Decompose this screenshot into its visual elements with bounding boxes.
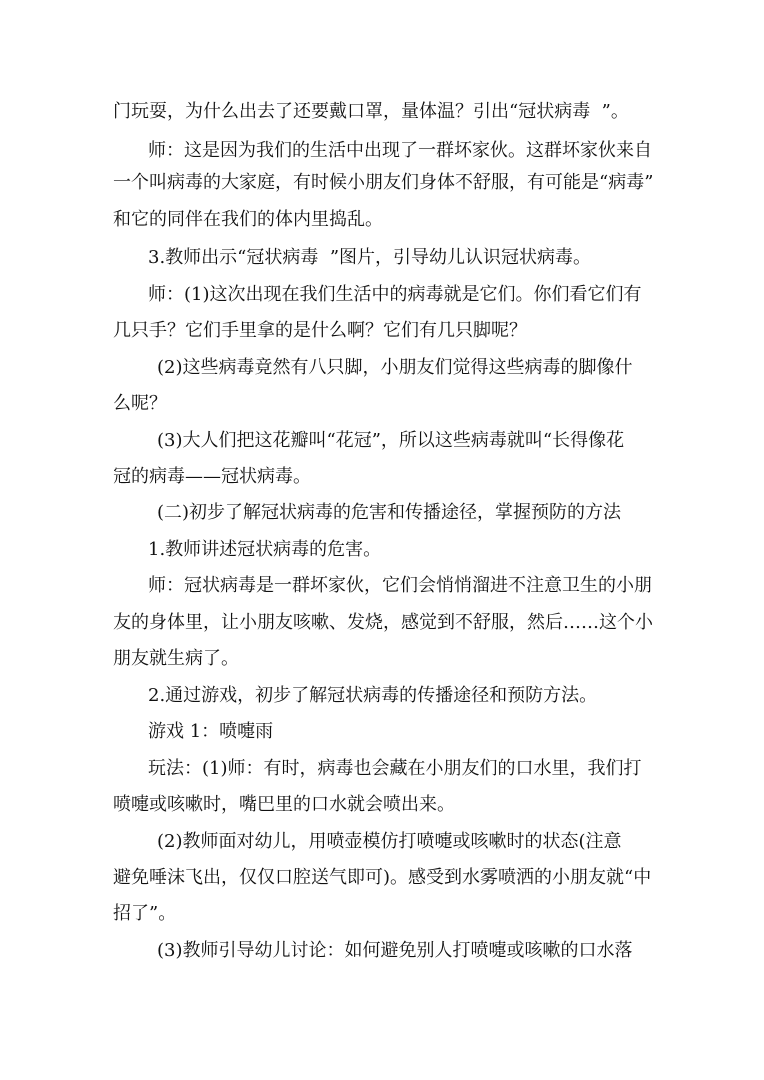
paragraph-line: 避免唾沫飞出，仅仅口腔送气即可)。感受到水雾喷洒的小朋友就“中	[113, 867, 652, 888]
paragraph-line: 几只手？它们手里拿的是什么啊？它们有几只脚呢？	[113, 320, 527, 341]
paragraph-line: 冠的病毒——冠状病毒。	[113, 466, 311, 487]
paragraph-line: 师：(1)这次出现在我们生活中的病毒就是它们。你们看它们有	[148, 284, 642, 305]
paragraph-line: 2.通过游戏，初步了解冠状病毒的传播途径和预防方法。	[148, 685, 598, 706]
paragraph-line: 一个叫病毒的大家庭，有时候小朋友们身体不舒服，有可能是“病毒”	[113, 172, 654, 193]
paragraph-line: 友的身体里，让小朋友咳嗽、发烧，感觉到不舒服，然后……这个小	[113, 612, 653, 633]
paragraph-line: 朋友就生病了。	[113, 648, 239, 669]
paragraph-line: 1.教师讲述冠状病毒的危害。	[148, 539, 382, 560]
paragraph-line: 3.教师出示“冠状病毒 ”图片，引导幼儿认识冠状病毒。	[148, 247, 592, 268]
section-heading: (二)初步了解冠状病毒的危害和传播途径，掌握预防的方法	[157, 502, 622, 523]
paragraph-line: 喷嚏或咳嗽时，嘴巴里的口水就会喷出来。	[113, 794, 455, 815]
paragraph-line: (2)这些病毒竟然有八只脚，小朋友们觉得这些病毒的脚像什	[157, 357, 633, 378]
paragraph-line: 门玩耍，为什么出去了还要戴口罩，量体温？引出“冠状病毒 ”。	[113, 101, 629, 122]
paragraph-line: (3)教师引导幼儿讨论：如何避免别人打喷嚏或咳嗽的口水落	[157, 940, 633, 961]
paragraph-line: 招了”。	[113, 903, 177, 924]
paragraph-line: 么呢？	[113, 393, 167, 414]
paragraph-line: 游戏 1：喷嚏雨	[148, 721, 274, 742]
paragraph-line: 和它的同伴在我们的体内里捣乱。	[113, 209, 383, 230]
paragraph-line: (3)大人们把这花瓣叫“花冠”，所以这些病毒就叫“长得像花	[157, 430, 625, 451]
paragraph-line: 师：冠状病毒是一群坏家伙，它们会悄悄溜进不注意卫生的小朋	[148, 575, 652, 596]
paragraph-line: 玩法：(1)师：有时，病毒也会藏在小朋友们的口水里，我们打	[148, 758, 642, 779]
paragraph-line: (2)教师面对幼儿，用喷壶模仿打喷嚏或咳嗽时的状态(注意	[157, 831, 622, 852]
paragraph-line: 师：这是因为我们的生活中出现了一群坏家伙。这群坏家伙来自	[148, 140, 652, 161]
